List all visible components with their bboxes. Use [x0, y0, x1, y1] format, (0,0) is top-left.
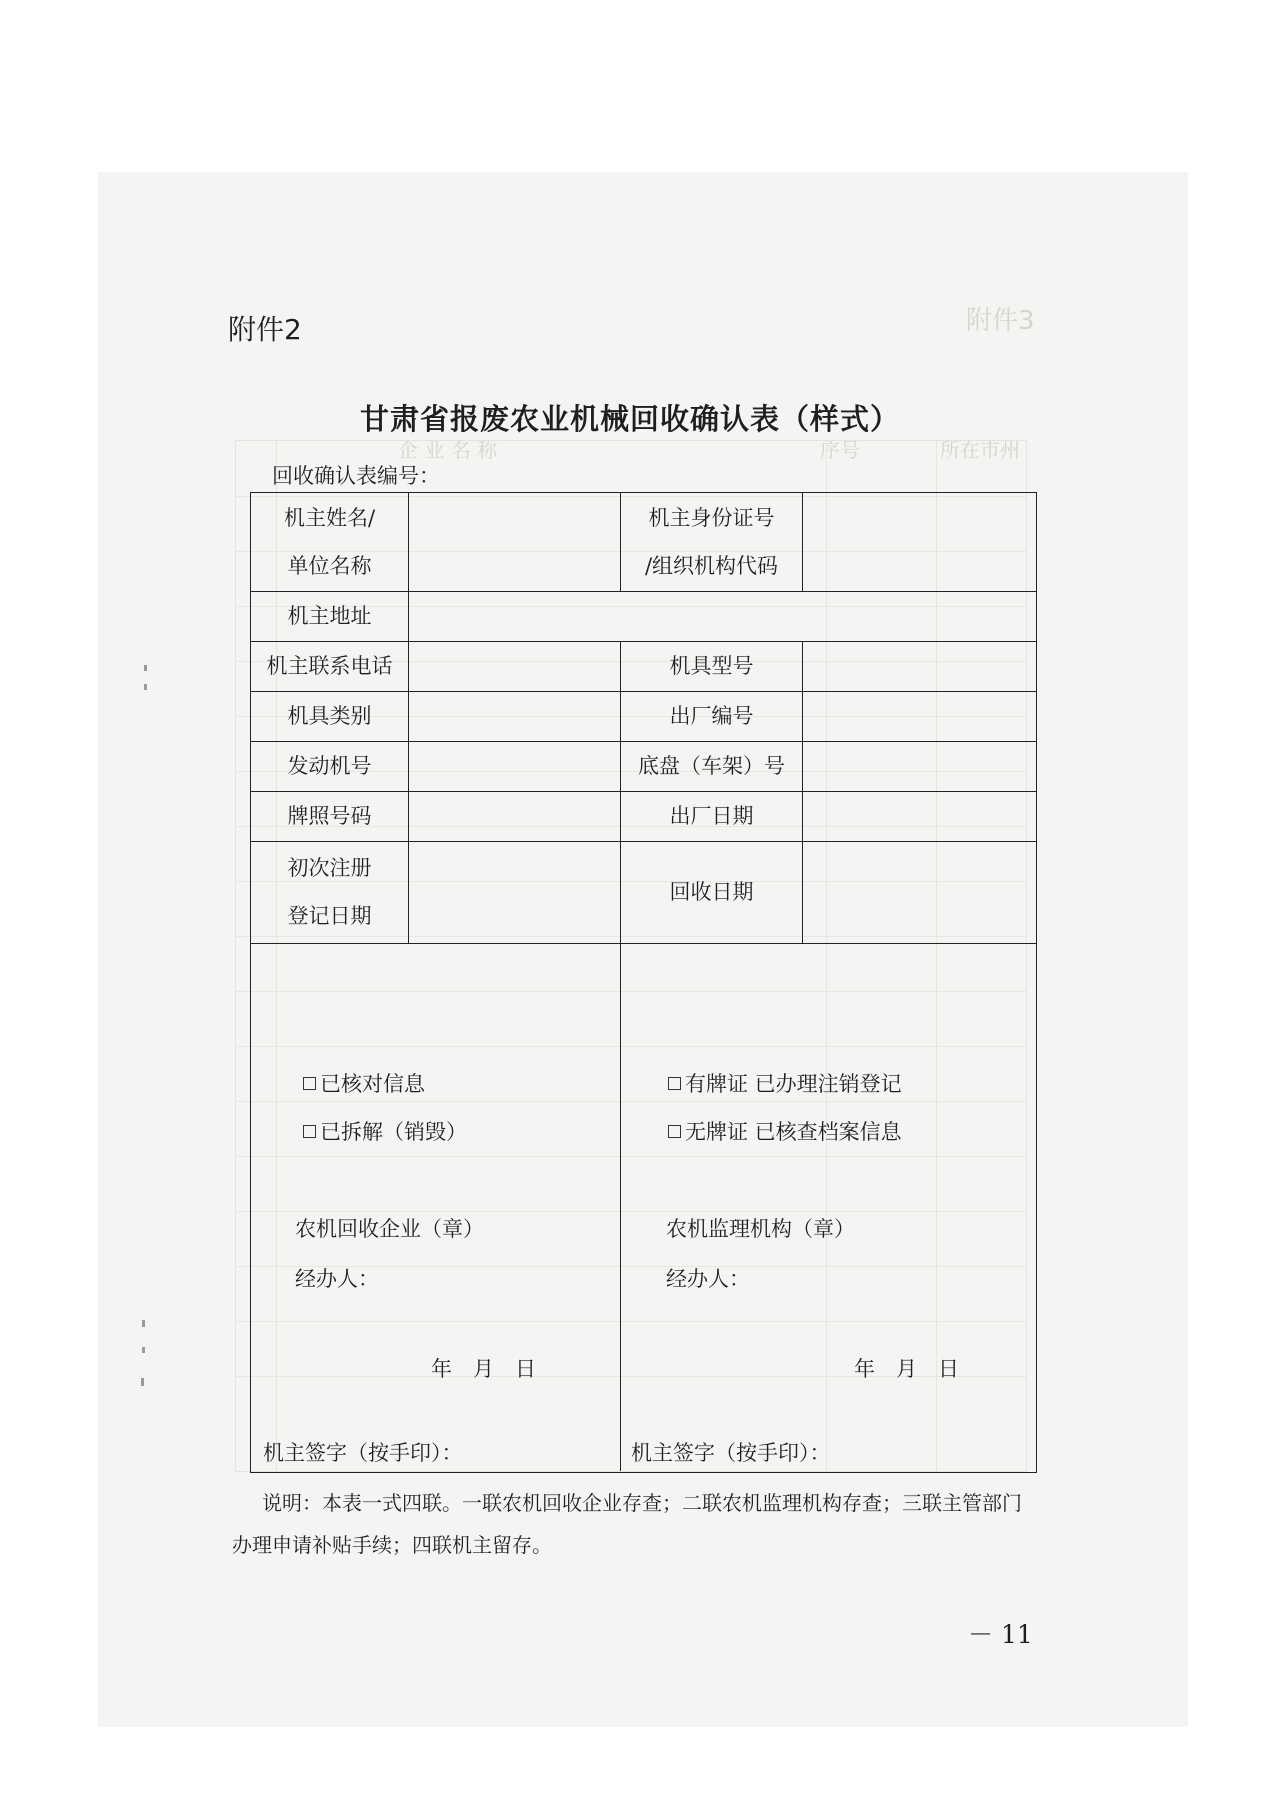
checkbox[interactable]: [303, 1077, 316, 1090]
bleed-through-text: 所在市州: [940, 438, 1020, 462]
machine-category-field[interactable]: [409, 692, 619, 740]
owner-name-field[interactable]: [409, 493, 619, 590]
engine-number-field[interactable]: [409, 742, 619, 790]
owner-phone-field[interactable]: [409, 642, 619, 690]
machine-model-label: 机具型号: [669, 654, 754, 678]
registration-date-label: 登记日期: [287, 904, 372, 928]
owner-phone-label: 机主联系电话: [266, 654, 393, 678]
page-number: － 11: [968, 1620, 1033, 1649]
engine-number-label: 发动机号: [287, 754, 372, 778]
scan-mark: [141, 1378, 144, 1386]
recycling-company-seal-label: 农机回收企业（章）: [295, 1217, 484, 1241]
recycle-date-label: 回收日期: [669, 880, 754, 904]
first-registration-label: 初次注册: [287, 856, 372, 880]
scan-mark: [144, 665, 147, 671]
bleed-through-text: 序号: [820, 438, 860, 462]
recycle-date-field[interactable]: [803, 842, 1035, 942]
unlicensed-label: 无牌证 已核查档案信息: [685, 1120, 902, 1144]
owner-address-field[interactable]: [409, 592, 1035, 640]
chassis-number-label: 底盘（车架）号: [638, 754, 785, 778]
right-handler-label: 经办人：: [666, 1267, 750, 1291]
verified-checkbox-row[interactable]: [303, 1068, 425, 1098]
bleed-through-text: 企 业 名 称: [398, 438, 498, 462]
plate-number-label: 牌照号码: [287, 804, 372, 828]
factory-date-label: 出厂日期: [669, 804, 754, 828]
licensed-checkbox-row[interactable]: [668, 1068, 902, 1098]
machine-model-field[interactable]: [803, 642, 1035, 690]
scan-mark: [144, 684, 147, 690]
factory-number-label: 出厂编号: [669, 704, 754, 728]
right-owner-signature-label: 机主签字（按手印）：: [631, 1441, 831, 1465]
left-owner-signature-label: 机主签字（按手印）：: [263, 1441, 463, 1465]
owner-address-label: 机主地址: [287, 604, 372, 628]
factory-number-field[interactable]: [803, 692, 1035, 740]
checkbox[interactable]: [668, 1125, 681, 1138]
unit-name-label: 单位名称: [287, 554, 372, 578]
bleed-through-text: 附件3: [966, 306, 1035, 336]
right-date-label: 年 月 日: [854, 1357, 959, 1381]
supervision-agency-seal-label: 农机监理机构（章）: [666, 1217, 855, 1241]
unlicensed-checkbox-row[interactable]: [668, 1116, 902, 1146]
plate-number-field[interactable]: [409, 792, 619, 840]
scan-mark: [142, 1320, 145, 1327]
form-number-label: 回收确认表编号：: [272, 464, 440, 488]
dismantled-label: 已拆解（销毁）: [320, 1120, 467, 1144]
chassis-number-field[interactable]: [803, 742, 1035, 790]
page-title: 甘肃省报废农业机械回收确认表（样式）: [360, 402, 901, 436]
owner-id-label: 机主身份证号: [648, 506, 775, 530]
checkbox[interactable]: [668, 1077, 681, 1090]
verified-label: 已核对信息: [320, 1072, 425, 1096]
org-code-label: /组织机构代码: [644, 554, 779, 578]
owner-name-label: 机主姓名/: [283, 506, 376, 530]
confirmation-form-table: [250, 492, 1037, 1473]
left-handler-label: 经办人：: [295, 1267, 379, 1291]
owner-id-field[interactable]: [803, 493, 1035, 590]
checkbox[interactable]: [303, 1125, 316, 1138]
dismantled-checkbox-row[interactable]: [303, 1116, 467, 1146]
scan-mark: [142, 1347, 145, 1353]
left-date-label: 年 月 日: [431, 1357, 536, 1381]
attachment-label: 附件2: [228, 313, 302, 346]
factory-date-field[interactable]: [803, 792, 1035, 840]
first-registration-date-field[interactable]: [409, 842, 619, 942]
form-note: 说明：本表一式四联。一联农机回收企业存查；二联农机监理机构存查；三联主管部门办理申请补贴手续；四联机主留存。: [232, 1491, 1022, 1557]
licensed-label: 有牌证 已办理注销登记: [685, 1072, 902, 1096]
machine-category-label: 机具类别: [287, 704, 372, 728]
